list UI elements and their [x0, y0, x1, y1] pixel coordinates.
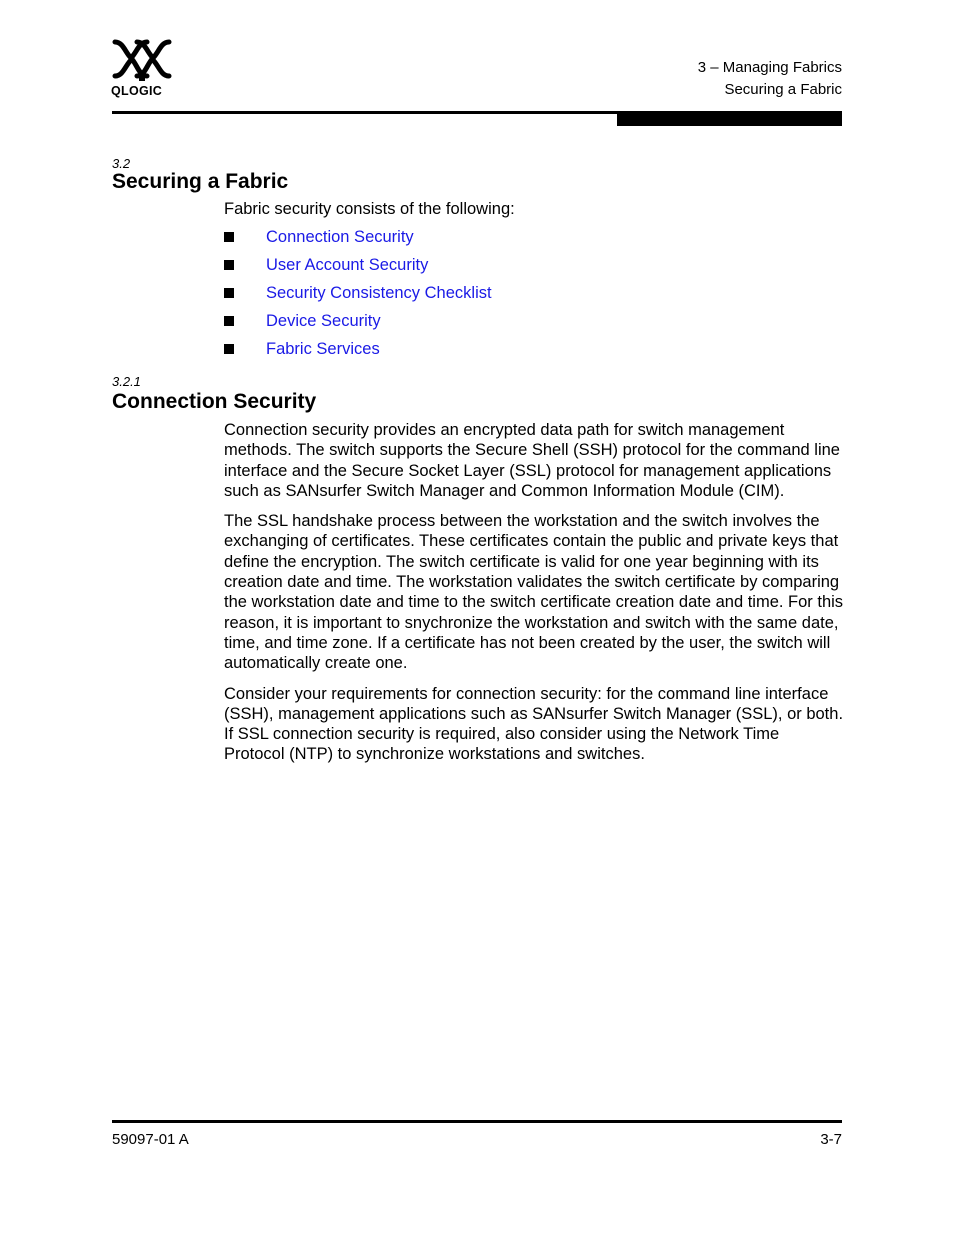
footer-rule	[112, 1120, 842, 1123]
paragraph-ssl-handshake: The SSL handshake process between the workstation and the switch involves the exchanging of certificates. These certificates contain the public and private keys that define the encryption. The switch certificate is valid for one year beginning with its creation date and time. The workstation validates the switch certificate by comparing the workstation date and time to the switch certificate creation date and time. For this reason, it is important to snychronize the workstation and switch with the same date, time, and time zone. If a certificate has not been created by the user, the switch will automatically create one.	[224, 512, 844, 673]
qlogic-logo-icon	[111, 38, 173, 82]
bullet-square-icon	[224, 344, 234, 354]
header-bar	[617, 111, 842, 126]
paragraph-connection-overview: Connection security provides an encrypted data path for switch management methods. The switch supports the Secure Shell (SSH) protocol for the command line interface and the Secure Socket Layer (SSL) protocol for management applications such as SANsurfer Switch Manager and Common Information Module (CIM).	[224, 421, 840, 500]
subsection-number: 3.2.1	[112, 374, 141, 389]
footer-page-number: 3-7	[820, 1131, 842, 1148]
link-user-account-security[interactable]: User Account Security	[266, 256, 429, 274]
qlogic-logo	[111, 38, 175, 100]
link-fabric-services[interactable]: Fabric Services	[266, 340, 380, 358]
header-section: Securing a Fabric	[724, 81, 842, 98]
bullet-square-icon	[224, 232, 234, 242]
header-chapter: 3 – Managing Fabrics	[697, 59, 842, 76]
link-security-consistency-checklist[interactable]: Security Consistency Checklist	[266, 284, 492, 302]
link-device-security[interactable]: Device Security	[266, 312, 381, 330]
subsection-body	[224, 420, 844, 765]
section-title: Securing a Fabric	[112, 170, 289, 193]
running-header	[698, 57, 842, 101]
footer-doc-number: 59097-01 A	[112, 1131, 189, 1148]
bullet-square-icon	[224, 260, 234, 270]
link-connection-security[interactable]: Connection Security	[266, 228, 414, 246]
bullet-square-icon	[224, 288, 234, 298]
bullet-square-icon	[224, 316, 234, 326]
paragraph-requirements: Consider your requirements for connection security: for the command line interface (SSH), management applications such as SANsurfer Switch Manager (SSL), or both. If SSL connection security is required, also consider using the Network Time Protocol (NTP) to synchronize workstations and switches.	[224, 684, 844, 764]
subsection-title: Connection Security	[112, 390, 317, 413]
logo-wordmark: QLOGIC	[111, 84, 163, 98]
section-number: 3.2	[112, 156, 131, 171]
section-intro: Fabric security consists of the following:	[224, 200, 515, 218]
